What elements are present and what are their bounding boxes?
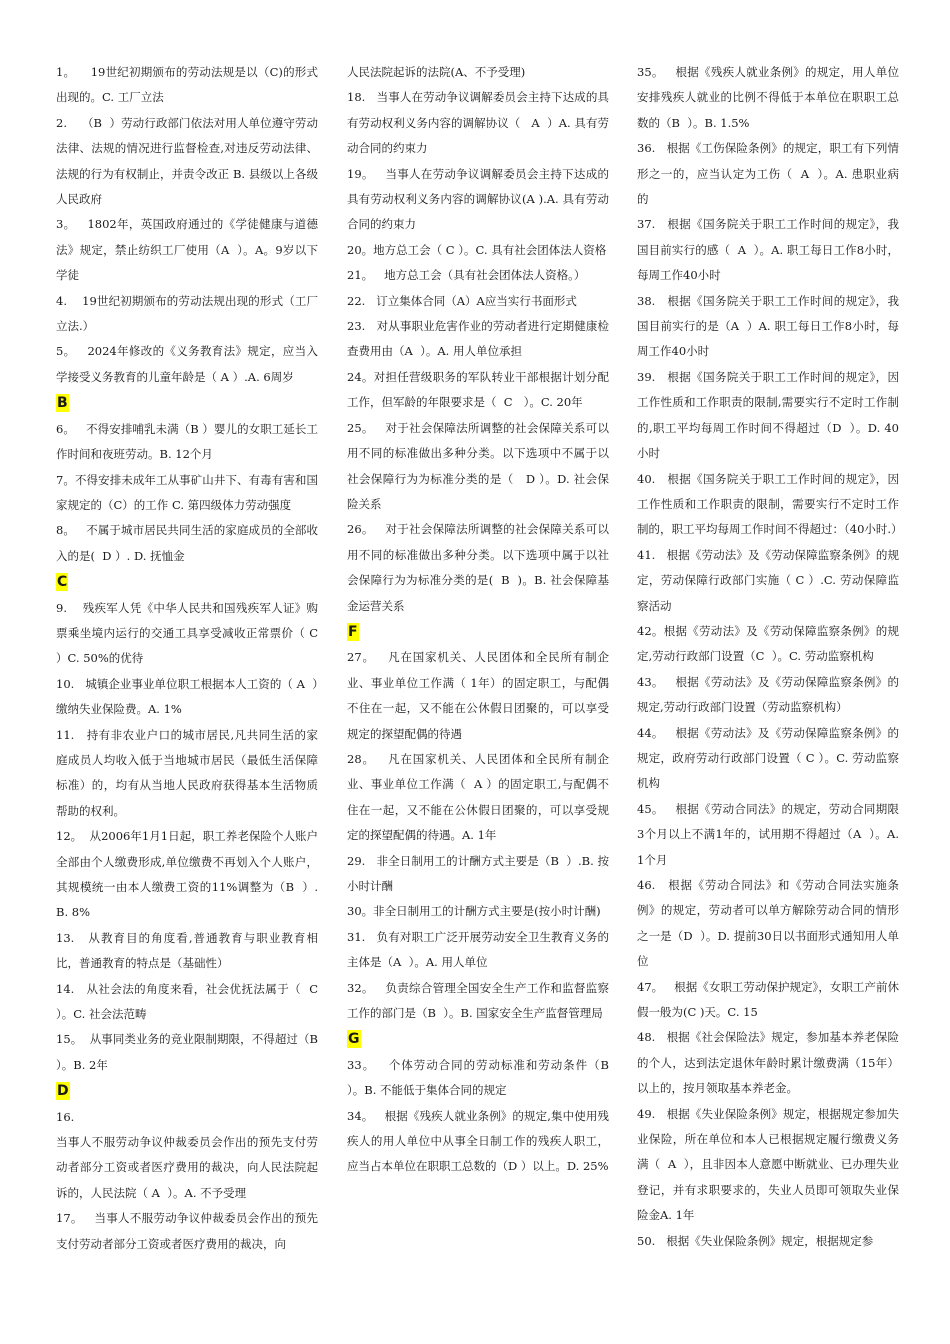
question-item: 28。 凡在国家机关、人民团体和全民所有制企业、事业单位工作满（ A ）的固定职工,与配偶不住在一起，又不能在公休假日团聚的，可以享受规定的探望配偶的待遇。A. 1年 (347, 751, 609, 843)
question-item: 42。根据《劳动法》及《劳动保障监察条例》的规定,劳动行政部门设置（C ）。C. 劳动监察机构 (637, 623, 899, 664)
column-left (56, 60, 326, 1257)
question-item: 49. 根据《失业保险条例》规定，根据规定参加失业保险，所在单位和本人已根据规定履行缴费义务满（ A ），且非因本人意愿中断就业、已办理失业登记，并有求职要求的，失业人员即可领取失业保险金A. 1年 (637, 1106, 899, 1223)
question-item: 47。 根据《女职工劳动保护规定》，女职工产前休假一般为(C )天。C. 15 (637, 979, 899, 1020)
question-item: 41. 根据《劳动法》及《劳动保障监察条例》的规定，劳动保障行政部门实施（ C ）.C. 劳动保障监察活动 (637, 547, 899, 613)
question-item: 5。 2024年修改的《义务教育法》规定，应当入学接受义务教育的儿童年龄是（ A ）.A. 6周岁 (56, 344, 318, 384)
question-item: 24。对担任营级职务的军队转业干部根据计划分配工作，但军龄的年限要求是（ C ）。C. 20年 (347, 369, 609, 410)
question-item: 4. 19世纪初期颁布的劳动法规出现的形式（工厂立法.） (56, 293, 318, 334)
question-item: 18. 当事人在劳动争议调解委员会主持下达成的具有劳动权利义务内容的调解协议（ A ）A. 具有劳动合同的约束力 (347, 90, 609, 156)
question-item: 人民法院起诉的法院(A、不予受理) (347, 65, 526, 79)
question-item: 16. 当事人不服劳动争议仲裁委员会作出的预先支付劳动者部分工资或者医疗费用的裁决，向人民法院起诉的，人民法院（ A ）。A. 不予受理 (56, 1109, 318, 1200)
question-item: 27。 凡在国家机关、人民团体和全民所有制企业、事业单位工作满（ 1年）的固定职工，与配偶不住在一起，又不能在公休假日团聚的，可以享受规定的探望配偶的待遇 (347, 650, 609, 741)
question-item: 11. 持有非农业户口的城市居民,凡共同生活的家庭成员人均收入低于当地城市居民（最低生活保障标准）的，均有从当地人民政府获得基本生活物质帮助的权利。 (56, 727, 318, 818)
section-heading (347, 619, 609, 645)
question-item: 1。 19世纪初期颁布的劳动法规是以（C)的形式出现的。C. 工厂立法 (56, 65, 318, 105)
question-item: 29. 非全日制用工的计酬方式主要是（B ）.B. 按小时计酬 (347, 853, 609, 893)
section-heading (56, 569, 318, 595)
question-item: 35。 根据《残疾人就业条例》的规定，用人单位安排残疾人就业的比例不得低于本单位在职职工总数的（B ）。B. 1.5% (637, 65, 899, 130)
question-item: 50. 根据《失业保险条例》规定，根据规定参 (637, 1233, 874, 1248)
section-heading (56, 1078, 318, 1104)
question-item: 20。地方总工会（ C ）。C. 具有社会团体法人资格 (347, 242, 607, 257)
question-item: 30。非全日制用工的计酬方式主要是(按小时计酬) (347, 904, 601, 919)
question-item: 9. 残疾军人凭《中华人民共和国残疾军人证》购票乘坐境内运行的交通工具享受减收正常票价（ C ）C. 50%的优待 (56, 600, 322, 666)
question-item: 14. 从社会法的角度来看，社会优抚法属于（ C ）。C. 社会法范畴 (56, 981, 326, 1022)
question-item: 38. 根据《国务院关于职工工作时间的规定》，我国目前实行的是（A ）A. 职工每日工作8小时，每周工作40小时 (637, 293, 899, 359)
column-right (637, 60, 903, 1254)
question-item: 32。 负责综合管理全国安全生产工作和监督监察工作的部门是（B ）。B. 国家安全生产监督管理局 (347, 980, 609, 1021)
question-item: 17。 当事人不服劳动争议仲裁委员会作出的预先支付劳动者部分工资或者医疗费用的裁决，向 (56, 1211, 318, 1251)
question-item: 37. 根据《国务院关于职工工作时间的规定》，我国目前实行的感（ A ）。A. 职工每日工作8小时，每周工作40小时 (637, 217, 899, 283)
question-item: 25。 对于社会保障法所调整的社会保障关系可以用不同的标准做出多种分类。以下选项中不属于以社会保障行为为标准分类的是（ D ）。D. 社会保险关系 (347, 420, 609, 511)
question-item: 45。 根据《劳动合同法》的规定，劳动合同期限3个月以上不满1年的，试用期不得超过（A ）。A. 1个月 (637, 801, 903, 867)
question-item: 44。 根据《劳动法》及《劳动保障监察条例》的规定，政府劳动行政部门设置（ C ）。C. 劳动监察机构 (637, 725, 899, 791)
question-item: 23. 对从事职业危害作业的劳动者进行定期健康检查费用由（A ）。A. 用人单位承担 (347, 319, 609, 359)
question-item: 15。 从事同类业务的竞业限制期限，不得超过（B ）。B. 2年 (56, 1032, 326, 1072)
section-letter: G (348, 1031, 360, 1048)
question-item: 21。 地方总工会（具有社会团体法人资格。） (347, 268, 586, 283)
question-item: 40. 根据《国务院关于职工工作时间的规定》，因工作性质和工作职责的限制，需要实行不定时工作制的，职工平均每周工作时间不得超过：（40小时.） (637, 471, 903, 537)
question-item: 46. 根据《劳动合同法》和《劳动合同法实施条例》的规定，劳动者可以单方解除劳动合同的情形之一是（D ）。D. 提前30日以书面形式通知用人单位 (637, 878, 899, 969)
section-heading (56, 390, 318, 416)
section-letter: D (57, 1083, 69, 1100)
question-item: 33。 个体劳动合同的劳动标准和劳动条件（B ）。B. 不能低于集体合同的规定 (347, 1057, 617, 1098)
section-letter: B (57, 395, 68, 412)
question-item: 12。 从2006年1月1日起，职工养老保险个人账户全部由个人缴费形成,单位缴费不再划入个人账户，其规模统一由本人缴费工资的11%调整为（B ）.B. 8% (56, 829, 318, 920)
question-item: 31. 负有对职工广泛开展劳动安全卫生教育义务的主体是（A ）。A. 用人单位 (347, 929, 609, 970)
section-heading (347, 1026, 609, 1052)
question-item: 22. 订立集体合同（A）A应当实行书面形式 (347, 293, 577, 308)
section-letter: F (348, 623, 358, 640)
question-item: 2. （B ）劳动行政部门依法对用人单位遵守劳动法律、法规的情况进行监督检查,对违反劳动法律、法规的行为有权制止，并责令改正 B. 县级以上各级人民政府 (56, 115, 318, 207)
question-item: 19。 当事人在劳动争议调解委员会主持下达成的具有劳动权利义务内容的调解协议(A ).A. 具有劳动合同的约束力 (347, 166, 609, 232)
question-item: 43。 根据《劳动法》及《劳动保障监察条例》的规定,劳动行政部门设置（劳动监察机构） (637, 674, 899, 715)
column-middle (347, 60, 617, 1180)
question-item: 3。 1802年，英国政府通过的《学徒健康与道德法》规定，禁止纺织工厂使用（A ）。A。9岁以下学徒 (56, 217, 318, 283)
question-item: 36. 根据《工伤保险条例》的规定，职工有下列情形之一的，应当认定为工伤（ A ）。A. 患职业病的 (637, 141, 899, 207)
question-item: 13. 从教育目的角度看,普通教育与职业教育相比，普通教育的特点是（基础性） (56, 930, 318, 971)
question-item: 39. 根据《国务院关于职工工作时间的规定》，因工作性质和工作职责的限制,需要实行不定时工作制的,职工平均每周工作时间不得超过（D ）。D. 40小时 (637, 369, 899, 461)
question-item: 48. 根据《社会保险法》规定，参加基本养老保险的个人，达到法定退休年龄时累计缴费满（15年）以上的，按月领取基本养老金。 (637, 1030, 899, 1096)
question-item: 6。 不得安排哺乳未满（B ）婴儿的女职工延长工作时间和夜班劳动。B. 12个月 (56, 421, 318, 462)
question-item: 34。 根据《残疾人就业条例》的规定,集中使用残疾人的用人单位中从事全日制工作的残疾人职工，应当占本单位在职职工总数的（D ）以上。D. 25% (347, 1108, 609, 1174)
section-letter: C (57, 574, 68, 591)
question-item: 7。不得安排未成年工从事矿山井下、有毒有害和国家规定的（C）的工作 C. 第四级体力劳动强度 (56, 472, 318, 512)
question-item: 8。 不属于城市居民共同生活的家庭成员的全部收入的是( D ）. D. 抚恤金 (56, 523, 318, 563)
question-item: 10. 城镇企业事业单位职工根据本人工资的（ A ）缴纳失业保险费。A. 1% (56, 676, 318, 717)
question-item: 26。 对于社会保障法所调整的社会保障关系可以用不同的标准做出多种分类。以下选项中属于以社会保障行为为标准分类的是( B )。B. 社会保障基金运营关系 (347, 522, 609, 613)
